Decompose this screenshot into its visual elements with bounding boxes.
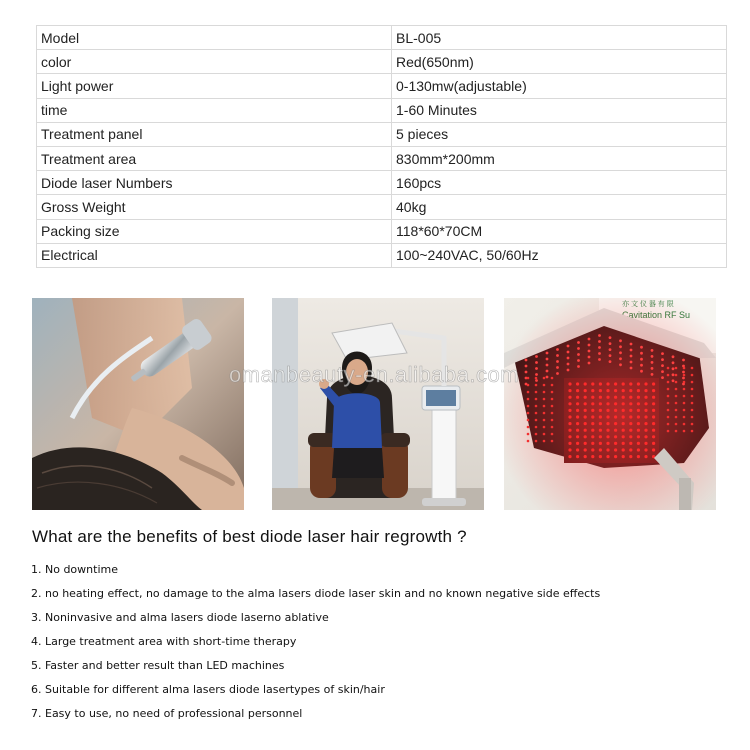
spec-label: Light power: [37, 74, 392, 98]
led-dot: [567, 351, 570, 354]
benefits-title: What are the benefits of best diode laser hair regrowth ?: [32, 527, 467, 546]
led-dot: [591, 422, 594, 425]
led-dot: [637, 435, 640, 438]
spec-label: color: [37, 50, 392, 74]
led-dot: [675, 416, 678, 419]
led-dot: [644, 409, 647, 412]
led-dot: [622, 442, 625, 445]
led-dot: [599, 415, 602, 418]
led-dot: [619, 357, 622, 360]
led-dot: [576, 409, 579, 412]
led-dot: [535, 405, 538, 408]
led-dot: [637, 442, 640, 445]
led-dot: [527, 398, 530, 401]
led-dot: [667, 388, 670, 391]
led-dot: [637, 429, 640, 432]
led-dot: [619, 339, 622, 342]
list-item: 4. Large treatment area with short-time therapy: [31, 635, 297, 648]
spec-table: [36, 25, 727, 268]
list-item: 5. Faster and better result than LED machines: [31, 659, 285, 672]
led-dot: [629, 389, 632, 392]
table-row: [37, 146, 727, 170]
led-dot: [609, 342, 612, 345]
led-dot: [551, 433, 554, 436]
led-dot: [652, 435, 655, 438]
led-dot: [675, 430, 678, 433]
led-dot: [576, 435, 579, 438]
led-dot: [622, 422, 625, 425]
led-dot: [535, 440, 538, 443]
table-row: [37, 74, 727, 98]
list-item: 1. No downtime: [31, 563, 118, 576]
list-item: 2. no heating effect, no damage to the alma lasers diode laser skin and no known negative side effects: [31, 587, 601, 600]
led-dot: [599, 402, 602, 405]
led-dot: [527, 419, 530, 422]
led-dot: [614, 435, 617, 438]
led-dot: [576, 429, 579, 432]
led-dot: [535, 419, 538, 422]
led-dot: [591, 402, 594, 405]
led-dot: [584, 396, 587, 399]
led-dot: [568, 429, 571, 432]
led-dot: [629, 415, 632, 418]
led-dot: [543, 398, 546, 401]
led-dot: [577, 341, 580, 344]
led-dot: [622, 396, 625, 399]
led-dot: [546, 352, 549, 355]
led-dot: [683, 402, 686, 405]
spec-label: Treatment area: [37, 146, 392, 170]
spec-value: BL-005: [392, 26, 727, 50]
spec-label: Gross Weight: [37, 195, 392, 219]
led-dot: [652, 442, 655, 445]
led-dot: [576, 455, 579, 458]
led-dot: [675, 409, 678, 412]
led-dot: [651, 349, 654, 352]
led-dot: [546, 358, 549, 361]
led-dot: [640, 352, 643, 355]
led-dot: [599, 389, 602, 392]
led-dot: [599, 455, 602, 458]
spec-label: time: [37, 98, 392, 122]
watermark-text: omanbeauty-en.alibaba.com: [228, 362, 520, 387]
led-dot: [535, 391, 538, 394]
led-dot: [591, 429, 594, 432]
led-dot: [619, 345, 622, 348]
led-dot: [584, 409, 587, 412]
led-dot: [543, 426, 546, 429]
led-dot: [591, 448, 594, 451]
led-dot: [568, 389, 571, 392]
led-dot: [606, 389, 609, 392]
led-dot: [630, 343, 633, 346]
led-dot: [630, 349, 633, 352]
led-dot: [614, 429, 617, 432]
led-dot: [614, 415, 617, 418]
led-dot: [675, 402, 678, 405]
led-dot: [535, 398, 538, 401]
led-dot: [629, 435, 632, 438]
led-dot: [644, 422, 647, 425]
spec-value: 5 pieces: [392, 122, 727, 146]
led-dot: [644, 396, 647, 399]
scalp-treatment-photo: [32, 298, 244, 510]
led-dot: [614, 455, 617, 458]
led-dot: [622, 435, 625, 438]
table-row: [37, 171, 727, 195]
led-dot: [683, 395, 686, 398]
led-dot: [598, 340, 601, 343]
led-dot: [606, 415, 609, 418]
led-dot: [644, 448, 647, 451]
led-dot: [599, 422, 602, 425]
led-dot: [637, 455, 640, 458]
led-dot: [543, 391, 546, 394]
led-dot: [652, 422, 655, 425]
spec-value: 118*60*70CM: [392, 219, 727, 243]
led-dot: [637, 409, 640, 412]
led-dot: [599, 429, 602, 432]
list-item: 3. Noninvasive and alma lasers diode laserno ablative: [31, 611, 329, 624]
led-dot: [606, 435, 609, 438]
led-dot: [556, 354, 559, 357]
led-dot: [637, 389, 640, 392]
led-dot: [644, 415, 647, 418]
led-dot: [599, 435, 602, 438]
led-dot: [629, 402, 632, 405]
led-dot: [661, 352, 664, 355]
scalp-treatment-image: [32, 298, 244, 510]
led-dot: [667, 409, 670, 412]
led-dot: [652, 396, 655, 399]
led-dot: [576, 422, 579, 425]
led-dot: [567, 345, 570, 348]
salon-chair-photo: [272, 298, 484, 510]
led-dot: [591, 455, 594, 458]
led-dot: [614, 448, 617, 451]
led-dot: [598, 346, 601, 349]
led-panel-photo: [504, 298, 716, 510]
led-dot: [614, 389, 617, 392]
led-dot: [527, 412, 530, 415]
led-dot: [661, 358, 664, 361]
led-dot: [691, 409, 694, 412]
spec-label: Treatment panel: [37, 122, 392, 146]
led-dot: [619, 351, 622, 354]
led-dot: [568, 422, 571, 425]
led-dot: [584, 402, 587, 405]
led-dot: [652, 429, 655, 432]
led-dot: [637, 396, 640, 399]
led-dot: [622, 448, 625, 451]
list-item: 7. Easy to use, no need of professional personnel: [31, 707, 303, 720]
led-dot: [675, 388, 678, 391]
led-dot: [527, 426, 530, 429]
led-dot: [667, 423, 670, 426]
led-dot: [614, 396, 617, 399]
led-dot: [599, 396, 602, 399]
table-row: [37, 122, 727, 146]
led-dot: [551, 440, 554, 443]
led-dot: [622, 409, 625, 412]
led-dot: [682, 359, 685, 362]
led-dot: [606, 448, 609, 451]
led-dot: [622, 455, 625, 458]
led-dot: [622, 415, 625, 418]
led-dot: [576, 402, 579, 405]
led-dot: [591, 409, 594, 412]
led-dot: [640, 346, 643, 349]
table-row: [37, 98, 727, 122]
led-dot: [652, 389, 655, 392]
led-dot: [598, 334, 601, 337]
led-dot: [535, 412, 538, 415]
led-dot: [622, 402, 625, 405]
led-dot: [584, 442, 587, 445]
led-dot: [577, 353, 580, 356]
led-dot: [568, 409, 571, 412]
led-dot: [551, 398, 554, 401]
led-dot: [543, 412, 546, 415]
led-dot: [629, 396, 632, 399]
led-dot: [644, 389, 647, 392]
led-dot: [622, 389, 625, 392]
led-dot: [543, 433, 546, 436]
led-dot: [614, 442, 617, 445]
led-dot: [652, 448, 655, 451]
benefits-list: [31, 558, 600, 726]
led-dot: [691, 388, 694, 391]
led-dot: [622, 429, 625, 432]
spec-value: 40kg: [392, 195, 727, 219]
led-dot: [527, 433, 530, 436]
led-dot: [568, 448, 571, 451]
led-dot: [644, 455, 647, 458]
led-dot: [683, 430, 686, 433]
led-dot: [606, 455, 609, 458]
led-dot: [630, 355, 633, 358]
spec-value: 160pcs: [392, 171, 727, 195]
led-dot: [683, 409, 686, 412]
led-dot: [606, 429, 609, 432]
led-dot: [588, 356, 591, 359]
spec-label: Electrical: [37, 243, 392, 267]
led-dot: [551, 419, 554, 422]
led-dot: [591, 415, 594, 418]
led-dot: [535, 355, 538, 358]
led-dot: [535, 426, 538, 429]
led-dot: [584, 435, 587, 438]
led-dot: [598, 358, 601, 361]
led-dot: [629, 448, 632, 451]
led-dot: [584, 422, 587, 425]
led-dot: [691, 416, 694, 419]
led-dot: [567, 357, 570, 360]
table-row: [37, 243, 727, 267]
led-dot: [584, 448, 587, 451]
led-dot: [606, 396, 609, 399]
led-dot: [591, 389, 594, 392]
led-dot: [652, 409, 655, 412]
led-dot: [551, 412, 554, 415]
led-dot: [551, 405, 554, 408]
led-dot: [576, 442, 579, 445]
led-dot: [652, 415, 655, 418]
table-row: [37, 219, 727, 243]
led-dot: [629, 409, 632, 412]
salon-chair-image: [272, 298, 484, 510]
led-dot: [667, 430, 670, 433]
spec-label: Packing size: [37, 219, 392, 243]
led-dot: [599, 442, 602, 445]
led-dot: [535, 433, 538, 436]
led-dot: [588, 344, 591, 347]
led-dot: [637, 402, 640, 405]
led-dot: [609, 354, 612, 357]
spec-value: 830mm*200mm: [392, 146, 727, 170]
led-dot: [598, 352, 601, 355]
led-dot: [651, 355, 654, 358]
led-dot: [614, 409, 617, 412]
led-dot: [527, 405, 530, 408]
led-dot: [591, 435, 594, 438]
led-dot: [551, 391, 554, 394]
led-dot: [588, 338, 591, 341]
led-dot: [584, 429, 587, 432]
table-row: [37, 26, 727, 50]
led-dot: [640, 358, 643, 361]
led-dot: [672, 355, 675, 358]
led-dot: [691, 430, 694, 433]
led-dot: [637, 415, 640, 418]
spec-value: 1-60 Minutes: [392, 98, 727, 122]
led-dot: [691, 402, 694, 405]
led-dot: [606, 442, 609, 445]
led-dot: [543, 440, 546, 443]
led-dot: [667, 416, 670, 419]
led-dot: [591, 442, 594, 445]
spec-value: 0-130mw(adjustable): [392, 74, 727, 98]
spec-value: 100~240VAC, 50/60Hz: [392, 243, 727, 267]
led-dot: [588, 350, 591, 353]
led-dot: [637, 448, 640, 451]
led-dot: [683, 416, 686, 419]
table-row: [37, 50, 727, 74]
spec-value: Red(650nm): [392, 50, 727, 74]
led-dot: [629, 422, 632, 425]
led-dot: [599, 448, 602, 451]
led-dot: [644, 402, 647, 405]
led-dot: [644, 435, 647, 438]
led-dot: [609, 348, 612, 351]
led-dot: [527, 440, 530, 443]
led-dot: [683, 388, 686, 391]
led-dot: [675, 423, 678, 426]
led-dot: [584, 415, 587, 418]
led-dot: [652, 402, 655, 405]
led-dot: [609, 336, 612, 339]
product-photos: [32, 298, 716, 510]
led-dot: [606, 402, 609, 405]
led-dot: [543, 405, 546, 408]
led-dot: [644, 442, 647, 445]
led-dot: [614, 422, 617, 425]
led-dot: [556, 348, 559, 351]
led-dot: [591, 396, 594, 399]
led-dot: [525, 359, 528, 362]
led-dot: [568, 402, 571, 405]
led-panel-image: [504, 298, 716, 510]
list-item: 6. Suitable for different alma lasers diode lasertypes of skin/hair: [31, 683, 385, 696]
led-dot: [599, 409, 602, 412]
led-dot: [577, 347, 580, 350]
led-dot: [576, 396, 579, 399]
led-dot: [527, 391, 530, 394]
led-dot: [576, 389, 579, 392]
led-dot: [568, 415, 571, 418]
led-dot: [629, 455, 632, 458]
led-dot: [667, 402, 670, 405]
led-dot: [614, 402, 617, 405]
led-dot: [637, 422, 640, 425]
led-dot: [606, 409, 609, 412]
led-dot: [584, 389, 587, 392]
led-dot: [576, 448, 579, 451]
spec-label: Model: [37, 26, 392, 50]
led-dot: [629, 429, 632, 432]
led-dot: [568, 442, 571, 445]
table-row: [37, 195, 727, 219]
led-dot: [551, 426, 554, 429]
led-dot: [629, 442, 632, 445]
led-dot: [568, 435, 571, 438]
led-dot: [576, 415, 579, 418]
led-dot: [667, 395, 670, 398]
led-dot: [584, 455, 587, 458]
led-dot: [606, 422, 609, 425]
led-dot: [644, 429, 647, 432]
led-dot: [683, 423, 686, 426]
led-dot: [691, 423, 694, 426]
led-dot: [568, 396, 571, 399]
led-dot: [691, 395, 694, 398]
led-dot: [568, 455, 571, 458]
led-dot: [543, 419, 546, 422]
spec-label: Diode laser Numbers: [37, 171, 392, 195]
led-dot: [675, 395, 678, 398]
